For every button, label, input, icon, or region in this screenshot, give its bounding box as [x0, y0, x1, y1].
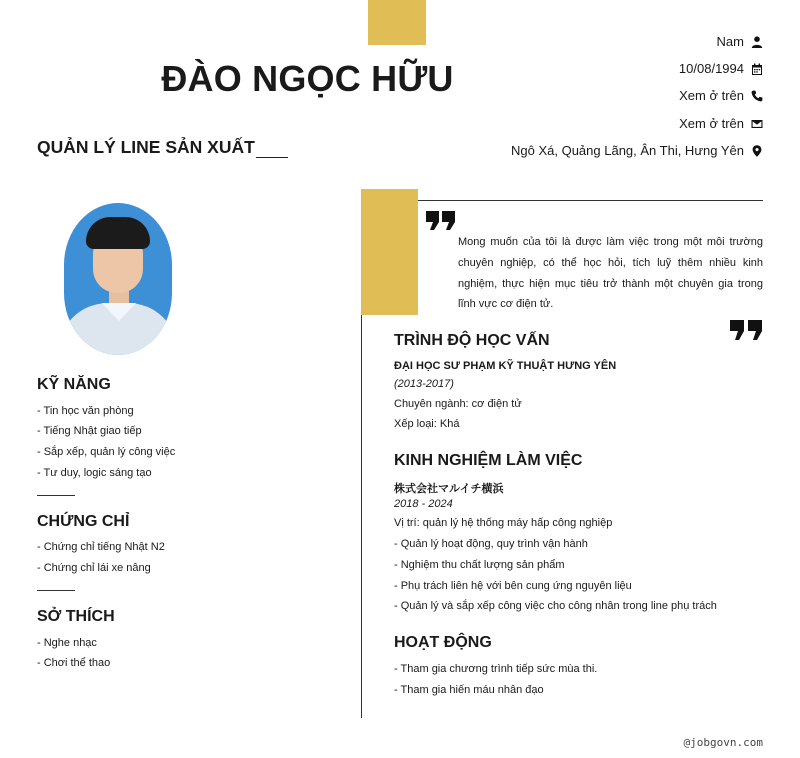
- user-icon: [751, 36, 763, 48]
- location-pin-icon: [751, 145, 763, 157]
- experience-position: Vị trí: quản lý hệ thống máy hấp công nghiệp: [394, 517, 613, 529]
- avatar: [64, 203, 172, 355]
- education-school: ĐẠI HỌC SƯ PHẠM KỸ THUẬT HƯNG YÊN: [394, 360, 617, 372]
- contact-phone: [679, 88, 763, 103]
- experience-company: 株式会社マルイチ横浜: [394, 483, 504, 495]
- quote-top-rule: [418, 200, 763, 201]
- candidate-name: ĐÀO NGỌC HỮU: [161, 58, 454, 99]
- skill-item: - Tin học văn phòng: [37, 405, 134, 417]
- gender-value: Nam: [716, 34, 744, 49]
- birthday-value: 10/08/1994: [678, 61, 744, 76]
- certificates-title: CHỨNG CHỈ: [37, 513, 130, 530]
- quote-open-icon: [426, 211, 456, 236]
- accent-block-top: [368, 0, 426, 45]
- skill-item: - Tư duy, logic sáng tạo: [37, 467, 152, 479]
- watermark: @jobgovn.com: [683, 736, 763, 749]
- experience-item: - Nghiệm thu chất lượng sản phẩm: [394, 559, 565, 571]
- quote-close-icon: [730, 320, 763, 346]
- hobby-item: - Nghe nhạc: [37, 637, 97, 649]
- experience-item: - Phụ trách liên hệ với bên cung ứng nguyên liệu: [394, 580, 632, 592]
- email-value: Xem ở trên: [679, 116, 744, 131]
- hobby-item: - Chơi thể thao: [37, 657, 111, 669]
- accent-block-quote: [361, 189, 418, 315]
- activities-title: HOẠT ĐỘNG: [394, 634, 492, 651]
- job-title-underline: [256, 147, 288, 158]
- job-title-text: QUẢN LÝ LINE SẢN XUẤT: [37, 137, 255, 157]
- skill-item: - Sắp xếp, quản lý công việc: [37, 446, 176, 458]
- education-period: (2013-2017): [394, 378, 454, 390]
- education-grade: Xếp loại: Khá: [394, 418, 460, 430]
- education-major: Chuyên ngành: cơ điện tử: [394, 398, 522, 410]
- column-divider: [361, 315, 362, 718]
- education-title: TRÌNH ĐỘ HỌC VẤN: [394, 332, 550, 349]
- certificate-item: - Chứng chỉ tiếng Nhật N2: [37, 541, 165, 553]
- experience-title: KINH NGHIỆM LÀM VIỆC: [394, 452, 583, 469]
- phone-value: Xem ở trên: [679, 88, 744, 103]
- mail-icon: [751, 118, 763, 130]
- contact-address: [511, 143, 763, 158]
- contact-birthday: [679, 61, 763, 76]
- job-title: [37, 137, 288, 158]
- experience-period: 2018 - 2024: [394, 498, 453, 510]
- section-divider: [37, 495, 75, 496]
- experience-item: - Quản lý hoạt động, quy trình vận hành: [394, 538, 588, 550]
- calendar-icon: [751, 63, 763, 75]
- certificate-item: - Chứng chỉ lái xe nâng: [37, 562, 151, 574]
- activity-item: - Tham gia chương trình tiếp sức mùa thi.: [394, 663, 598, 675]
- activity-item: - Tham gia hiến máu nhân đạo: [394, 684, 544, 696]
- contact-email: [679, 116, 763, 131]
- objective-text: Mong muốn của tôi là được làm việc trong một môi trường chuyên nghiệp, có thể học hỏi, tích luỹ thêm nhiều kinh nghiệm, thực hiện mục tiêu trở thành một chuyên gia trong lĩnh vực cơ điện tử.: [458, 236, 763, 311]
- phone-icon: [751, 90, 763, 102]
- contact-gender: [717, 34, 763, 49]
- address-value: Ngô Xá, Quảng Lãng, Ân Thi, Hưng Yên: [511, 143, 744, 158]
- hobbies-title: SỞ THÍCH: [37, 608, 115, 625]
- skill-item: - Tiếng Nhật giao tiếp: [37, 425, 142, 437]
- experience-item: - Quản lý và sắp xếp công việc cho công nhân trong line phụ trách: [394, 600, 717, 612]
- section-divider: [37, 590, 75, 591]
- skills-title: KỸ NĂNG: [37, 376, 111, 393]
